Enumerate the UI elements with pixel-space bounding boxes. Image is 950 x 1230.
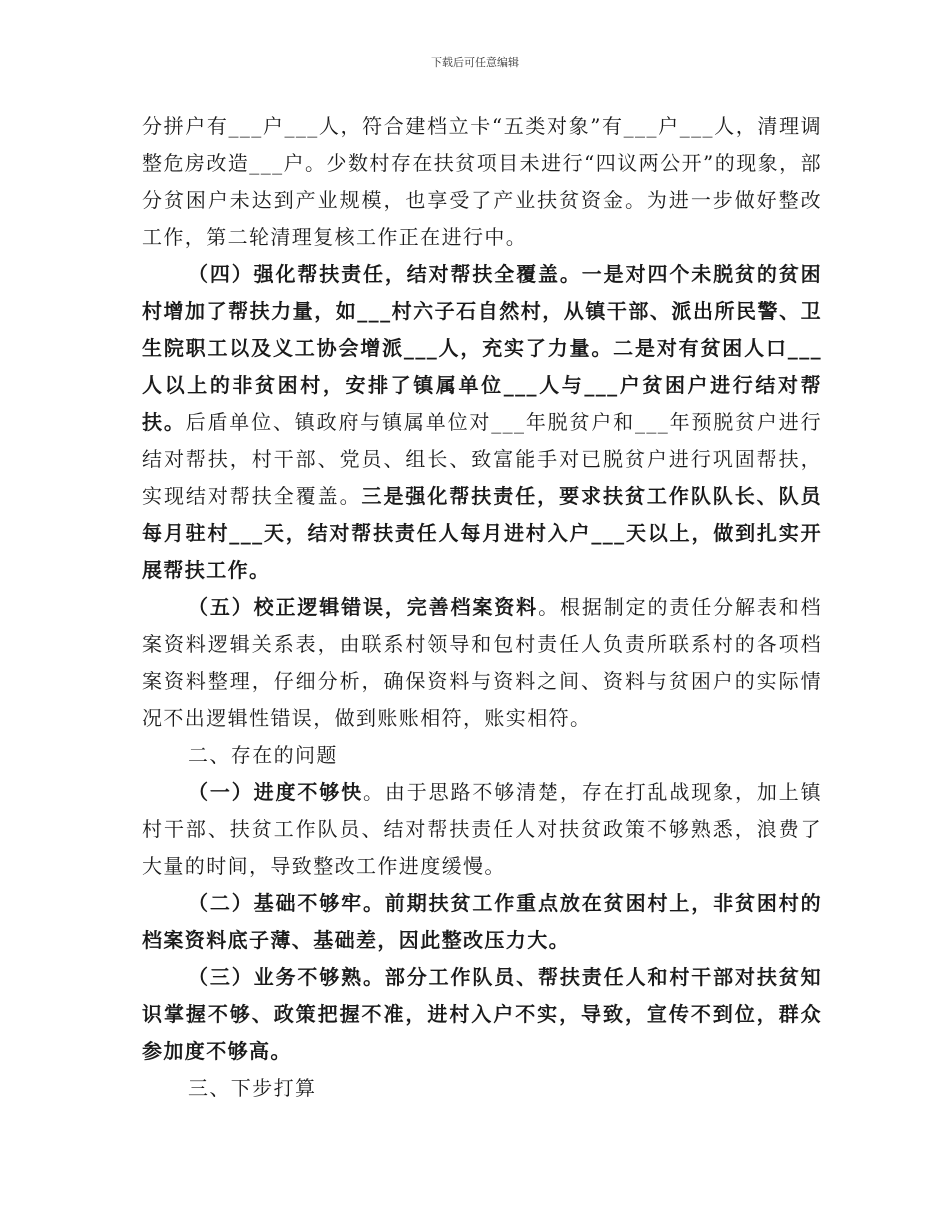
heading-text: 二、存在的问题: [188, 743, 338, 767]
paragraph-problem-three: [142, 959, 822, 1070]
paragraph-section-five: [142, 589, 822, 737]
paragraph-problem-two: [142, 885, 822, 959]
section-five-text: 。根据制定的责任分解表和档案资料逻辑关系表，由联系村领导和包村责任人负责所联系村的各项档案资料整理，仔细分析，确保资料与资料之间、资料与贫困户的实际情况不出逻辑性错误，做到账账相符，账实相符。: [142, 595, 823, 730]
heading-next-steps: [142, 1070, 822, 1107]
paragraph-problem-one: [142, 774, 822, 885]
document-body: [142, 108, 822, 1107]
section-four-heading-and-points: （四）强化帮扶责任，结对帮扶全覆盖。一是对四个未脱贫的贫困村增加了帮扶力量，如___村六子石自然村，从镇干部、派出所民警、卫生院职工以及义工协会增派___人，充实了力量。二是对有贫困人口___人以上的非贫困村，安排了镇属单位___人与___户贫困户进行结对帮扶。: [142, 262, 822, 434]
section-four-point-three: 三是强化帮扶责任，要求扶贫工作队队长、队员每月驻村___天，结对帮扶责任人每月进村入户___天以上，做到扎实开展帮扶工作。: [142, 484, 822, 582]
paragraph-statistics-continued: [142, 108, 822, 256]
paragraph-text: 分拼户有___户___人，符合建档立卡“五类对象”有___户___人，清理调整危房改造___户。少数村存在扶贫项目未进行“四议两公开”的现象，部分贫困户未达到产业规模，也享受了产业扶贫资金。为进一步做好整改工作，第二轮清理复核工作正在进行中。: [142, 114, 822, 249]
problem-one-text: 。由于思路不够清楚，存在打乱战现象，加上镇村干部、扶贫工作队员、结对帮扶责任人对扶贫政策不够熟悉，浪费了大量的时间，导致整改工作进度缓慢。: [142, 780, 822, 878]
heading-text: 三、下步打算: [188, 1076, 317, 1100]
heading-existing-problems: [142, 737, 822, 774]
problem-two-text: （二）基础不够牢。前期扶贫工作重点放在贫困村上，非贫困村的档案资料底子薄、基础差，因此整改压力大。: [142, 891, 822, 952]
problem-one-heading: （一）进度不够快: [188, 780, 364, 804]
page-header-note: 下载后可任意编辑: [431, 56, 519, 69]
paragraph-section-four: [142, 256, 822, 589]
section-five-heading: （五）校正逻辑错误，完善档案资料: [188, 595, 539, 619]
problem-three-text: （三）业务不够熟。部分工作队员、帮扶责任人和村干部对扶贫知识掌握不够、政策把握不准，进村入户不实，导致，宣传不到位，群众参加度不够高。: [142, 965, 822, 1063]
section-four-normal-text: 后盾单位、镇政府与镇属单位对___年脱贫户和___年预脱贫户进行结对帮扶，村干部、党员、组长、致富能手对已脱贫户进行巩固帮扶，实现结对帮扶全覆盖。: [142, 410, 822, 508]
